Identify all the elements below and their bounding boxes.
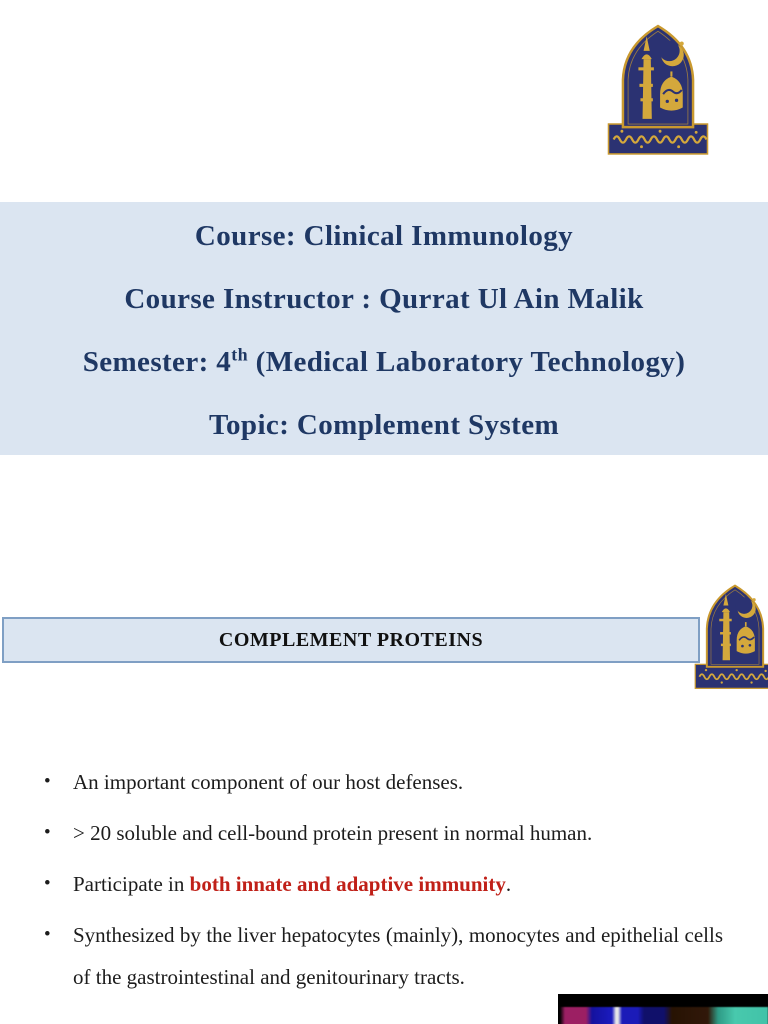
course-title-panel	[0, 202, 768, 455]
bullet-icon: •	[44, 924, 51, 945]
islamia-university-emblem-icon	[606, 24, 710, 156]
university-logo-icon	[606, 24, 710, 156]
list-item	[44, 812, 723, 854]
bullet-icon: •	[44, 771, 51, 792]
bullet-text: Synthesized by the liver hepatocytes (mainly), monocytes and epithelial cells of the gastrointestinal and genitourinary tracts.	[73, 923, 723, 989]
semester-line	[0, 331, 768, 394]
bullet-text: Participate in	[73, 872, 190, 896]
bullet-text: An important component of our host defenses.	[73, 770, 464, 794]
section-header-panel	[2, 617, 700, 663]
bullet-list	[44, 761, 723, 1007]
semester-program: (Medical Laboratory Technology)	[248, 346, 686, 378]
bullet-icon: •	[44, 822, 51, 843]
micrograph-thumbnail	[558, 994, 768, 1024]
course-name-line: Course: Clinical Immunology	[194, 220, 574, 252]
list-item	[44, 863, 723, 905]
list-item	[44, 914, 723, 998]
semester-prefix: Semester: 4	[82, 346, 232, 378]
semester-ordinal-suffix: th	[231, 344, 248, 365]
bullet-text: > 20 soluble and cell-bound protein present in normal human.	[73, 821, 593, 845]
bullet-icon: •	[44, 873, 51, 894]
micrograph-color-strip	[560, 1007, 768, 1024]
topic-line: Topic: Complement System	[208, 409, 560, 441]
course-instructor-line: Course Instructor : Qurrat Ul Ain Malik	[124, 283, 644, 315]
university-logo-icon-small	[692, 584, 768, 690]
bullet-text: .	[505, 872, 512, 896]
list-item	[44, 761, 723, 803]
section-title: COMPLEMENT PROTEINS	[218, 628, 484, 651]
islamia-university-emblem-icon	[692, 584, 768, 690]
bullet-text-highlight: both innate and adaptive immunity	[189, 872, 506, 896]
